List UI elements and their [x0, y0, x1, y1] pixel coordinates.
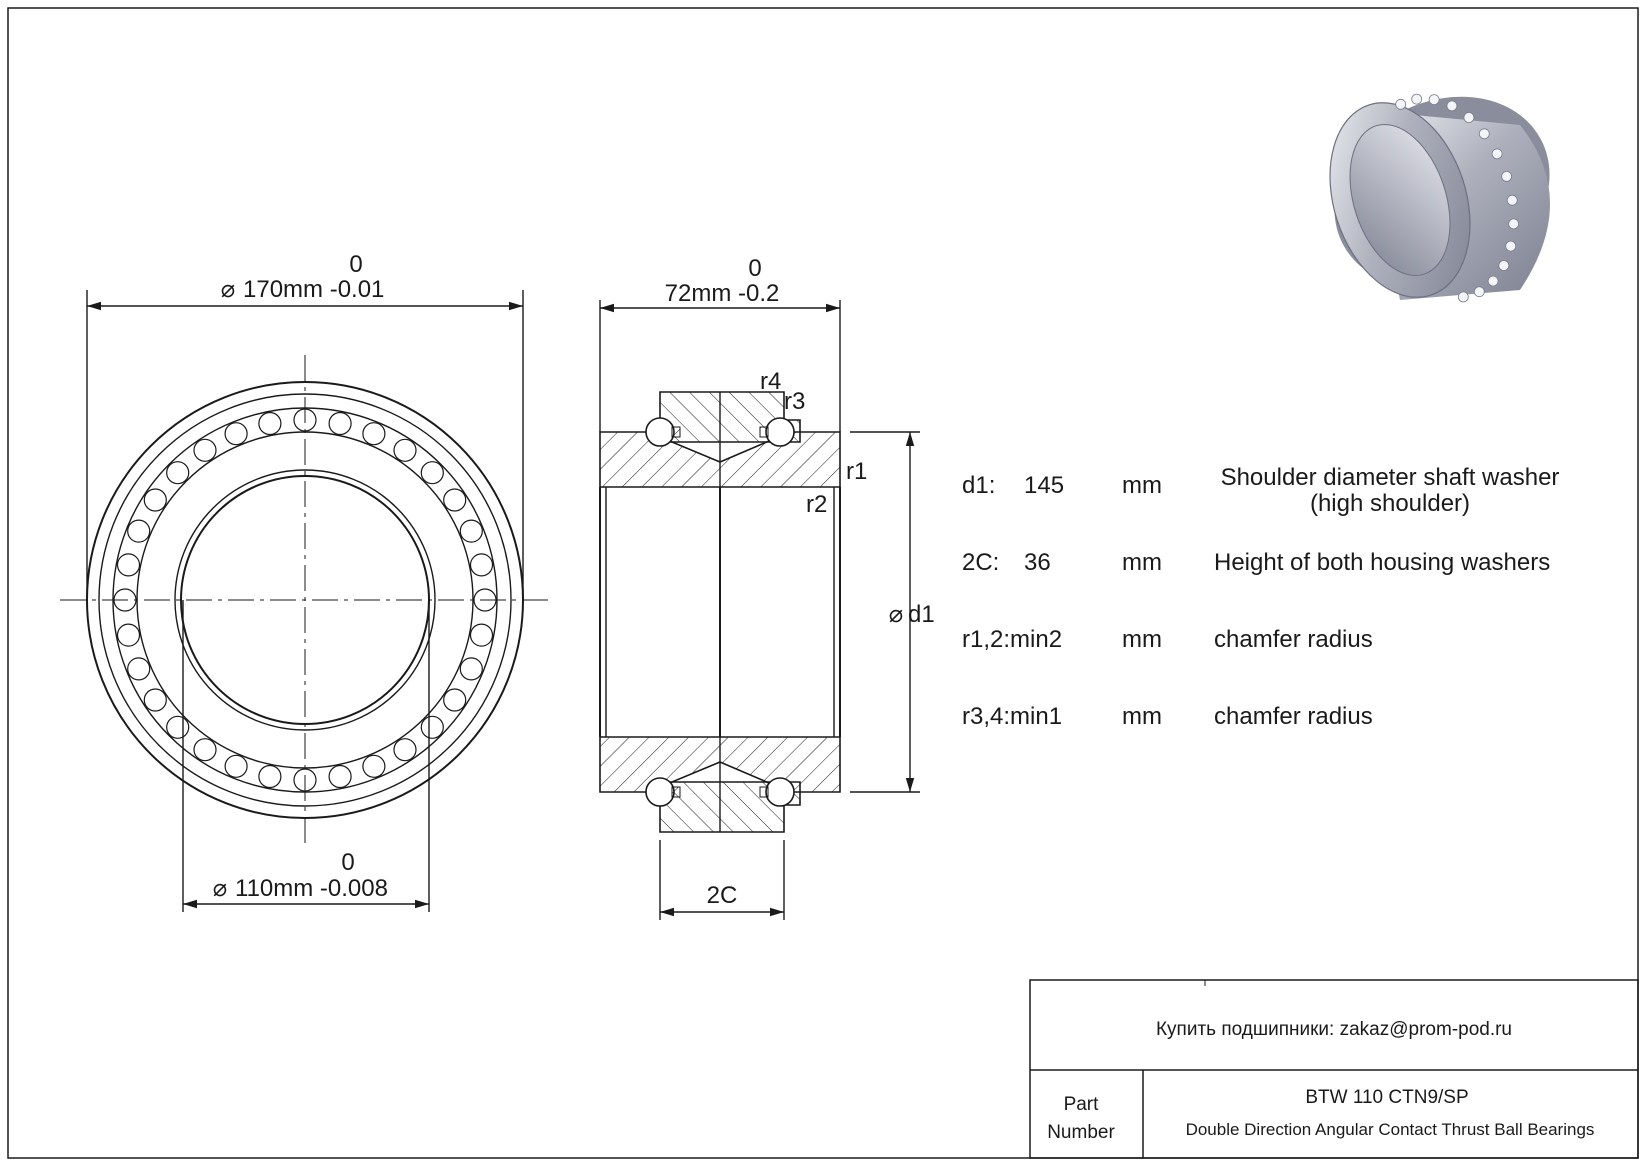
- outer-dia-tol: 0: [349, 251, 363, 278]
- outer-dia-value: 170mm -0.01: [243, 276, 385, 303]
- ball: [225, 423, 247, 445]
- section-view: [600, 255, 935, 920]
- render-ball: [1396, 99, 1406, 109]
- ball: [329, 766, 351, 788]
- spec-desc: chamfer radius: [1214, 626, 1373, 653]
- ball: [444, 689, 466, 711]
- spec-key: d1:: [962, 472, 996, 499]
- spec-value: 145: [1024, 472, 1065, 499]
- render-ball: [1474, 287, 1484, 297]
- width-value: 72mm -0.2: [664, 280, 780, 307]
- ball: [118, 554, 140, 576]
- spec-value: 36: [1024, 549, 1051, 576]
- ball: [144, 489, 166, 511]
- ball: [194, 739, 216, 761]
- spec-table: [962, 464, 1559, 730]
- render-ball: [1499, 261, 1509, 271]
- render-ball: [1447, 101, 1457, 111]
- twoC-label: 2C: [706, 882, 738, 909]
- spec-desc-2: (high shoulder): [1309, 490, 1471, 517]
- spec-key: r3,4:min1: [962, 703, 1063, 730]
- render-ball: [1479, 129, 1489, 139]
- ball: [194, 439, 216, 461]
- render-ball: [1458, 292, 1468, 302]
- ball: [421, 716, 443, 738]
- render-ball: [1412, 94, 1422, 104]
- inner-dia-value: 110mm -0.008: [235, 875, 388, 902]
- ball: [118, 624, 140, 646]
- part-label-2: Number: [1047, 1122, 1115, 1143]
- ball: [471, 554, 493, 576]
- spec-key: 2C:: [962, 549, 1000, 576]
- ball: [444, 489, 466, 511]
- spec-desc: Shoulder diameter shaft washer: [1220, 464, 1560, 491]
- ball: [128, 658, 150, 680]
- render-ball: [1492, 149, 1502, 159]
- ball: [144, 689, 166, 711]
- ball: [394, 439, 416, 461]
- diameter-symbol: ⌀: [220, 276, 236, 303]
- title-block: [1030, 980, 1638, 1158]
- inner-dia-tol: 0: [341, 849, 355, 876]
- r1-label: r1: [846, 458, 868, 485]
- spec-unit: mm: [1122, 549, 1162, 576]
- spec-desc: chamfer radius: [1214, 703, 1373, 730]
- render-ball: [1506, 241, 1516, 251]
- render-ball: [1507, 195, 1517, 205]
- ball: [259, 766, 281, 788]
- ball: [363, 755, 385, 777]
- ball: [128, 520, 150, 542]
- r3-label: r3: [784, 388, 806, 415]
- render-ball: [1509, 219, 1519, 229]
- ball: [167, 462, 189, 484]
- buy-text: Купить подшипники: zakaz@prom-pod.ru: [1155, 1019, 1513, 1040]
- render-ball: [1464, 113, 1474, 123]
- diameter-symbol: ⌀: [212, 875, 228, 902]
- part-label-1: Part: [1063, 1094, 1099, 1115]
- ball: [259, 413, 281, 435]
- spec-key: r1,2:min2: [962, 626, 1063, 653]
- ball: [167, 716, 189, 738]
- spec-unit: mm: [1122, 703, 1162, 730]
- ball: [225, 755, 247, 777]
- ball: [363, 423, 385, 445]
- ball: [471, 624, 493, 646]
- render-ball: [1502, 171, 1512, 181]
- r4-label: r4: [760, 368, 782, 395]
- render-ball: [1488, 276, 1498, 286]
- ball: [394, 739, 416, 761]
- ball: [460, 658, 482, 680]
- diameter-symbol: ⌀: [888, 601, 904, 628]
- spec-desc: Height of both housing washers: [1214, 549, 1551, 576]
- part-description: Double Direction Angular Contact Thrust Ball Bearings: [1185, 1120, 1595, 1139]
- r2-label: r2: [806, 491, 828, 518]
- front-view: [60, 251, 550, 912]
- spec-unit: mm: [1122, 626, 1162, 653]
- render-ball: [1429, 95, 1439, 105]
- ball: [329, 413, 351, 435]
- part-number: BTW 110 CTN9/SP: [1305, 1087, 1469, 1108]
- ball: [460, 520, 482, 542]
- bearing-render: [1301, 60, 1583, 324]
- d1-label: d1: [908, 601, 935, 628]
- width-tol: 0: [748, 255, 762, 282]
- ball: [421, 462, 443, 484]
- spec-unit: mm: [1122, 472, 1162, 499]
